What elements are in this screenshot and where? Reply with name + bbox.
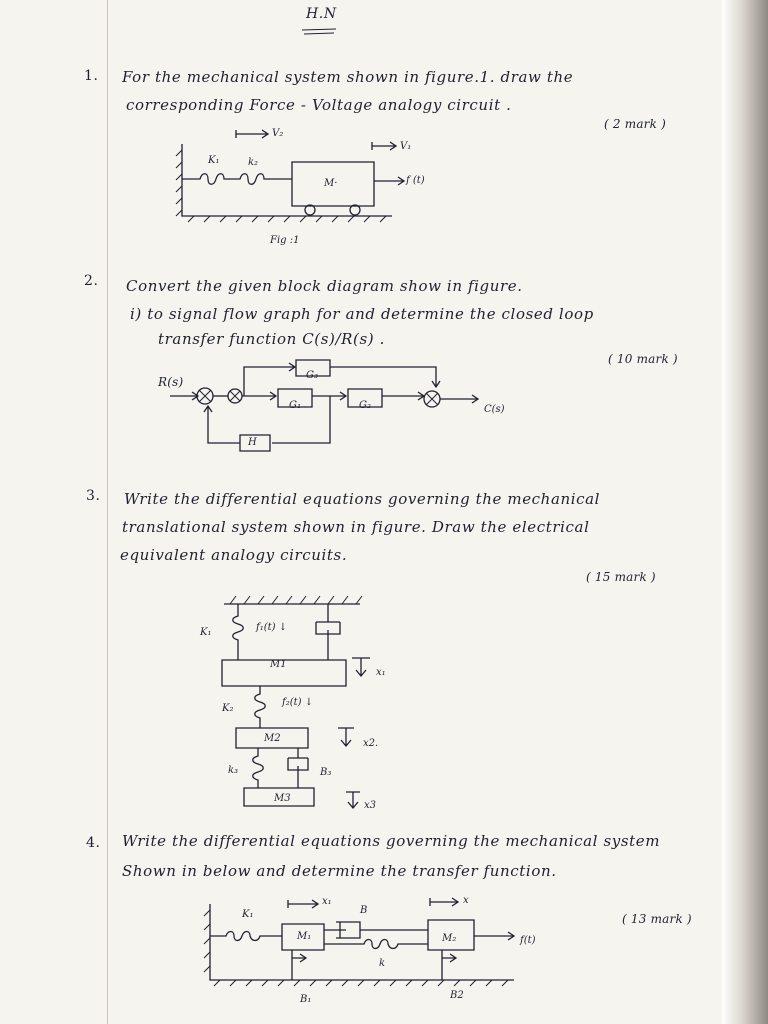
question-2-line-3: transfer function C(s)/R(s) . [158, 330, 385, 348]
figure-2-block-diagram [160, 355, 540, 465]
figure-1-mechanical-system [170, 124, 430, 244]
figure-1-caption: Fig :1 [270, 235, 300, 246]
figure-3-m1-label: M1 [270, 659, 287, 670]
figure-3-k3-label: k₃ [228, 765, 239, 776]
figure-4-two-mass-system [196, 888, 566, 1008]
figure-3-f2-label: f₂(t) ↓ [282, 697, 314, 708]
figure-4-k-label: k [379, 958, 386, 969]
question-3-line-1: Write the differential equations governing the mechanical [124, 490, 601, 508]
question-1-marks: ( 2 mark ) [604, 117, 666, 131]
figure-4-force-label: f(t) [520, 935, 536, 946]
figure-3-k1-label: K₁ [200, 627, 212, 638]
figure-3-m3-label: M3 [274, 793, 291, 804]
figure-1-k2-label: k₂ [248, 157, 259, 168]
question-2-marks: ( 10 mark ) [608, 352, 678, 366]
figure-3-x3-label: x3 [364, 800, 377, 811]
figure-4-x-label: x [463, 895, 469, 906]
question-3-number: 3. [86, 488, 101, 504]
figure-4-x1-label: x₁ [322, 896, 332, 907]
figure-4-m1-label: M₁ [297, 931, 312, 942]
page-edge-shadow [722, 0, 768, 1024]
question-1-line-1: For the mechanical system shown in figure.1. draw the [122, 68, 574, 86]
figure-4-m2-label: M₂ [442, 933, 457, 944]
figure-2-g1-label: G₁ [289, 400, 301, 411]
question-1-number: 1. [84, 68, 99, 84]
margin-line [107, 0, 108, 1024]
figure-3-b3-label: B₃ [320, 767, 332, 778]
question-4-marks: ( 13 mark ) [622, 912, 692, 926]
question-3-marks: ( 15 mark ) [586, 570, 656, 584]
question-2-number: 2. [84, 273, 99, 289]
figure-2-h-label: H [248, 437, 257, 448]
question-2-line-1: Convert the given block diagram show in figure. [126, 277, 523, 295]
figure-3-x2-label: x2. [363, 738, 379, 749]
question-2-line-2: i) to signal flow graph for and determine the closed loop [130, 305, 594, 323]
figure-1-v2-label: V₂ [272, 128, 284, 139]
figure-1-v1-label: V₁ [400, 141, 412, 152]
figure-2-output-label: C(s) [484, 404, 505, 415]
figure-3-x1-label: x₁ [376, 667, 386, 678]
question-4-line-1: Write the differential equations governing the mechanical system [122, 832, 661, 850]
figure-1-mass-label: M· [324, 178, 338, 189]
figure-2-input-label: R(s) [158, 375, 184, 389]
question-1-line-2: corresponding Force - Voltage analogy circuit . [126, 96, 512, 114]
figure-4-b-label: B [360, 905, 368, 916]
question-3-line-2: translational system shown in figure. Draw the electrical [122, 518, 590, 536]
header-underline [300, 27, 340, 37]
figure-3-k2-label: K₂ [222, 703, 234, 714]
figure-3-f1-label: f₁(t) ↓ [256, 622, 288, 633]
question-4-line-2: Shown in below and determine the transfer function. [122, 862, 557, 880]
question-4-number: 4. [86, 835, 101, 851]
figure-4-b1-label: B₁ [300, 994, 312, 1005]
figure-4-k1-label: K₁ [242, 909, 254, 920]
figure-4-b2-label: B2 [450, 990, 464, 1001]
page-header: H.N [306, 6, 337, 22]
question-3-line-3: equivalent analogy circuits. [120, 546, 348, 564]
figure-2-g3-label: G₃ [306, 370, 318, 381]
figure-3-m2-label: M2 [264, 733, 281, 744]
figure-1-k1-label: K₁ [208, 155, 220, 166]
figure-2-g2-label: G₂ [359, 400, 371, 411]
figure-1-force-label: f (t) [406, 175, 425, 186]
